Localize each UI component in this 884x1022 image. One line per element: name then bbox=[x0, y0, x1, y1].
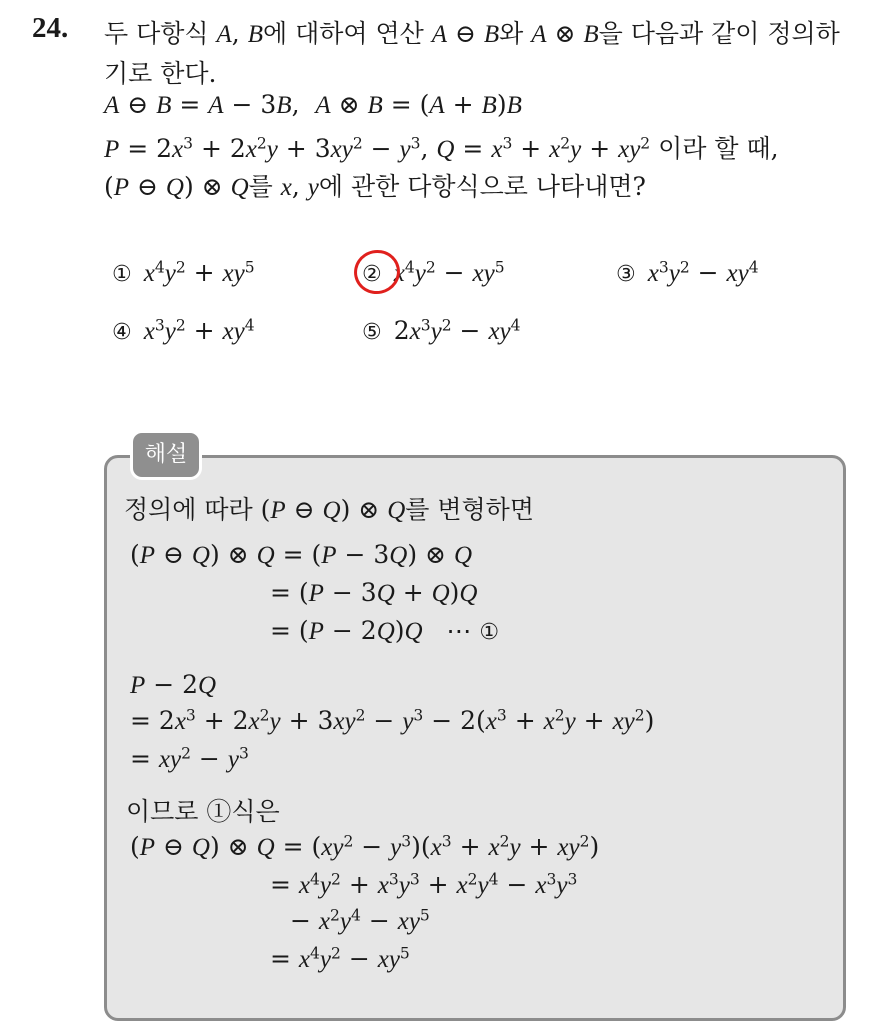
choice-5[interactable]: ⑤ $2x^3y^2 - xy^4$ bbox=[362, 316, 521, 345]
solution-final-1: (P ⊖ Q) ⊗ $Q = (xy^2 - y^3)(x^3 + x^2y + xy^2)$ bbox=[130, 832, 600, 861]
solution-step-3: = (P − 2Q)Q ⋯ ① bbox=[270, 616, 500, 645]
question-line-2: 기로 한다. bbox=[104, 59, 217, 88]
choice-3[interactable]: ③ $x^3y^2 - xy^4$ bbox=[616, 258, 759, 287]
solution-step-1: (P ⊖ Q) ⊗ Q = (P − 3Q) ⊗ Q bbox=[130, 540, 472, 569]
question-line-1: 두 다항식 A, B에 대하여 연산 A ⊖ B와 A ⊗ B을 다음과 같이 정의하 bbox=[104, 19, 840, 48]
solution-final-2: = $x^4y^2 + x^3y^3 + x^2y^4 - x^3y^3$ bbox=[270, 870, 578, 899]
solution-p-2q: P − 2Q bbox=[130, 670, 217, 699]
solution-final-4: = $x^4y^2 - xy^5$ bbox=[270, 944, 410, 973]
solution-expand-1: = $2x^3 + 2x^2y + 3xy^2 - y^3 - 2(x^3 + x^2y + xy^2)$ bbox=[130, 706, 655, 735]
solution-intro: 정의에 따라 (P ⊖ Q) ⊗ Q를 변형하면 bbox=[124, 495, 534, 524]
choice-4[interactable]: ④ $x^3y^2 + xy^4$ bbox=[112, 316, 255, 345]
question-number: 24. bbox=[32, 12, 69, 44]
solution-step-2: = (P − 3Q + Q)Q bbox=[270, 578, 478, 607]
solution-expand-2: = $xy^2 - y^3$ bbox=[130, 744, 249, 773]
solution-since: 이므로 ①식은 bbox=[126, 797, 280, 826]
choice-2[interactable]: ② $x^4y^2 - xy^5$ bbox=[362, 258, 505, 287]
definition-line: A ⊖ B = A − 3B, A ⊗ B = (A + B)B bbox=[104, 90, 522, 119]
solution-final-3: − $x^2y^4 - xy^5$ bbox=[290, 906, 430, 935]
answer-mark-circle bbox=[350, 246, 404, 299]
pq-definition-line: $P = 2x^3 + 2x^2y + 3xy^2 - y^3$, $Q = x^3 + x^2y + xy^2$ 이라 할 때, bbox=[104, 134, 779, 163]
question-line-5: (P ⊖ Q) ⊗ Q를 x, y에 관한 다항식으로 나타내면? bbox=[104, 172, 646, 201]
solution-tab-label: 해설 bbox=[130, 430, 202, 480]
choice-1[interactable]: ① $x^4y^2 + xy^5$ bbox=[112, 258, 255, 287]
